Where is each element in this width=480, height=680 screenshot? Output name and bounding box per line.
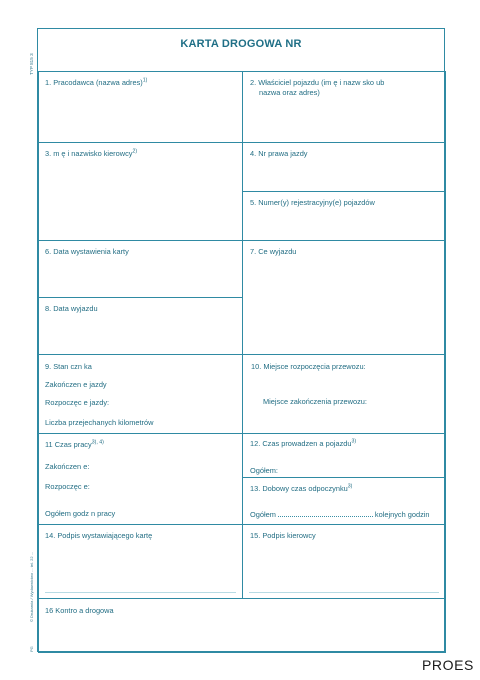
- field-registration-numbers: [242, 191, 446, 241]
- field-driver-name-label: 3. m ę i nazwisko kierowcy: [45, 149, 133, 158]
- field-issue-date: [38, 240, 243, 298]
- issuer-signature-line: [45, 592, 236, 593]
- road-control-label: 16 Kontro a drogowa: [45, 606, 114, 615]
- field-issue-date-label: 6. Data wystawienia karty: [45, 247, 129, 256]
- driving-time-label: 12. Czas prowadzen a pojazdu: [250, 439, 352, 448]
- field-employer: [38, 71, 243, 143]
- field-vehicle-owner-label-1: 2. Właściciel pojazdu (im ę i nazw sko ub: [250, 78, 385, 87]
- field-driving-time: [242, 433, 446, 478]
- field-issuer-signature: [38, 524, 243, 599]
- daily-rest-label: 13. Dobowy czas odpoczynku: [250, 484, 348, 493]
- form-code-2: PG: [29, 646, 34, 652]
- field-driver-signature: [242, 524, 446, 599]
- field-license-number-label: 4. Nr prawa jazdy: [250, 149, 308, 158]
- field-employer-label: 1. Pracodawca (nazwa adres): [45, 78, 143, 87]
- transport-end-label: Miejsce zakończenia przewozu:: [263, 397, 367, 406]
- working-time-label: 11 Czas pracy: [45, 440, 92, 449]
- publisher-note: © Drukarnia / Wydawnictwo ... tel. 22 ...: [29, 551, 34, 622]
- field-working-time: [38, 433, 243, 525]
- driver-signature-line: [249, 592, 439, 593]
- field-departure-date: [38, 297, 243, 355]
- field-license-number: [242, 142, 446, 192]
- footnote-2: 2): [132, 148, 138, 155]
- driver-signature-label: 15. Podpis kierowcy: [250, 531, 316, 540]
- field-vehicle-owner-label-2: nazwa oraz adres): [259, 88, 320, 97]
- daily-rest-hours-label: kolejnych godzin: [374, 510, 430, 519]
- field-registration-numbers-label: 5. Numer(y) rejestracyjny(e) pojazdów: [250, 198, 375, 207]
- working-time-total-label: Ogółem godz n pracy: [45, 509, 116, 518]
- working-time-end-label: Zakończen e:: [45, 462, 90, 471]
- road-card-form: [37, 28, 445, 652]
- issuer-signature-label: 14. Podpis wystawiającego kartę: [45, 531, 153, 540]
- field-transport-places: [242, 354, 446, 434]
- footnote-1: 1): [142, 77, 148, 84]
- field-departure-date-label: 8. Data wyjazdu: [45, 304, 98, 313]
- field-vehicle-owner: [242, 71, 446, 143]
- footnote-3b: 3): [347, 483, 353, 490]
- driving-time-total-label: Ogółem:: [250, 466, 278, 475]
- odometer-km-label: Liczba przejechanych kilometrów: [45, 418, 154, 427]
- brand-logo: PROES: [421, 657, 474, 673]
- footnote-3-4: 3), 4): [91, 439, 104, 446]
- transport-start-label: 10. Miejsce rozpoczęcia przewozu:: [251, 362, 366, 371]
- field-daily-rest: [242, 477, 446, 525]
- form-code: TYP 815 3: [29, 53, 34, 75]
- daily-rest-total-label: Ogółem: [250, 510, 276, 519]
- field-road-control: [38, 598, 446, 653]
- footnote-3a: 3): [351, 438, 357, 445]
- odometer-end-label: Zakończen e jazdy: [45, 380, 107, 389]
- field-odometer-label: 9. Stan czn ka: [45, 362, 92, 371]
- field-odometer: [38, 354, 243, 434]
- form-title: KARTA DROGOWA NR: [180, 38, 302, 50]
- field-trip-purpose: [242, 240, 446, 355]
- field-trip-purpose-label: 7. Ce wyjazdu: [250, 247, 297, 256]
- daily-rest-dotted-line: [278, 510, 373, 517]
- odometer-start-label: Rozpoczęc e jazdy:: [45, 398, 110, 407]
- field-driver-name: [38, 142, 243, 241]
- working-time-start-label: Rozpoczęc e:: [45, 482, 90, 491]
